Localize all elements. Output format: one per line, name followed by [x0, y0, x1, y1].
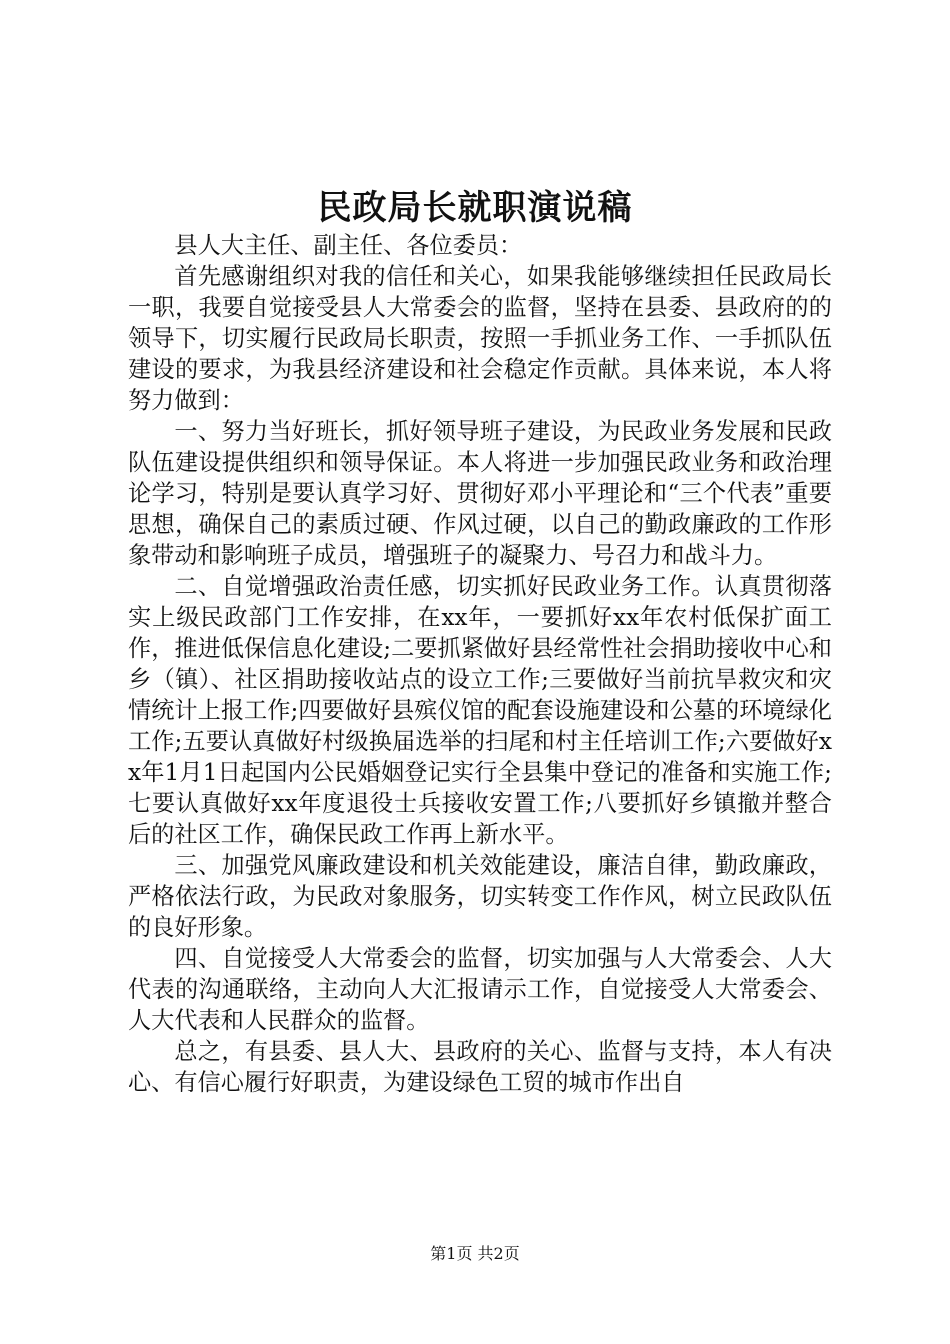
body-paragraph: 一、努力当好班长，抓好领导班子建设，为民政业务发展和民政队伍建设提供组织和领导保证。本人将进一步加强民政业务和政治理论学习，特别是要认真学习好、贯彻好邓小平理论和“三个代表”重要思想，确保自己的素质过硬、作风过硬，以自己的勤政廉政的工作形象带动和影响班子成员，增强班子的凝聚力、号召力和战斗力。 [128, 418, 832, 569]
salutation-paragraph: 县人大主任、副主任、各位委员： [174, 232, 523, 259]
body-paragraph: 三、加强党风廉政建设和机关效能建设，廉洁自律，勤政廉政，严格依法行政，为民政对象服务，切实转变工作作风，树立民政队伍的良好形象。 [128, 852, 832, 941]
document-title: 民政局长就职演说稿 [317, 188, 633, 228]
body-paragraph: 首先感谢组织对我的信任和关心，如果我能够继续担任民政局长一职，我要自觉接受县人大常委会的监督，坚持在县委、县政府的的领导下，切实履行民政局长职责，按照一手抓业务工作、一手抓队伍建设的要求，为我县经济建设和社会稳定作贡献。具体来说，本人将努力做到： [128, 263, 832, 414]
body-paragraph: 四、自觉接受人大常委会的监督，切实加强与人大常委会、人大代表的沟通联络，主动向人大汇报请示工作，自觉接受人大常委会、人大代表和人民群众的监督。 [128, 945, 832, 1034]
body-paragraph: 二、自觉增强政治责任感，切实抓好民政业务工作。认真贯彻落实上级民政部门工作安排，在xx年，一要抓好xx年农村低保扩面工作，推进低保信息化建设;二要抓紧做好县经常性社会捐助接收中心和乡（镇）、社区捐助接收站点的设立工作;三要做好当前抗旱救灾和灾情统计上报工作;四要做好县殡仪馆的配套设施建设和公墓的环境绿化工作;五要认真做好村级换届选举的扫尾和村主任培训工作;六要做好xx年1月1日起国内公民婚姻登记实行全县集中登记的准备和实施工作;七要认真做好xx年度退役士兵接收安置工作;八要抓好乡镇撤并整合后的社区工作，确保民政工作再上新水平。 [128, 573, 832, 848]
body-paragraph: 总之，有县委、县人大、县政府的关心、监督与支持，本人有决心、有信心履行好职责，为建设绿色工贸的城市作出自 [128, 1038, 832, 1096]
page-indicator: 第1页 共2页 [430, 1244, 520, 1263]
document-body [128, 230, 832, 1098]
